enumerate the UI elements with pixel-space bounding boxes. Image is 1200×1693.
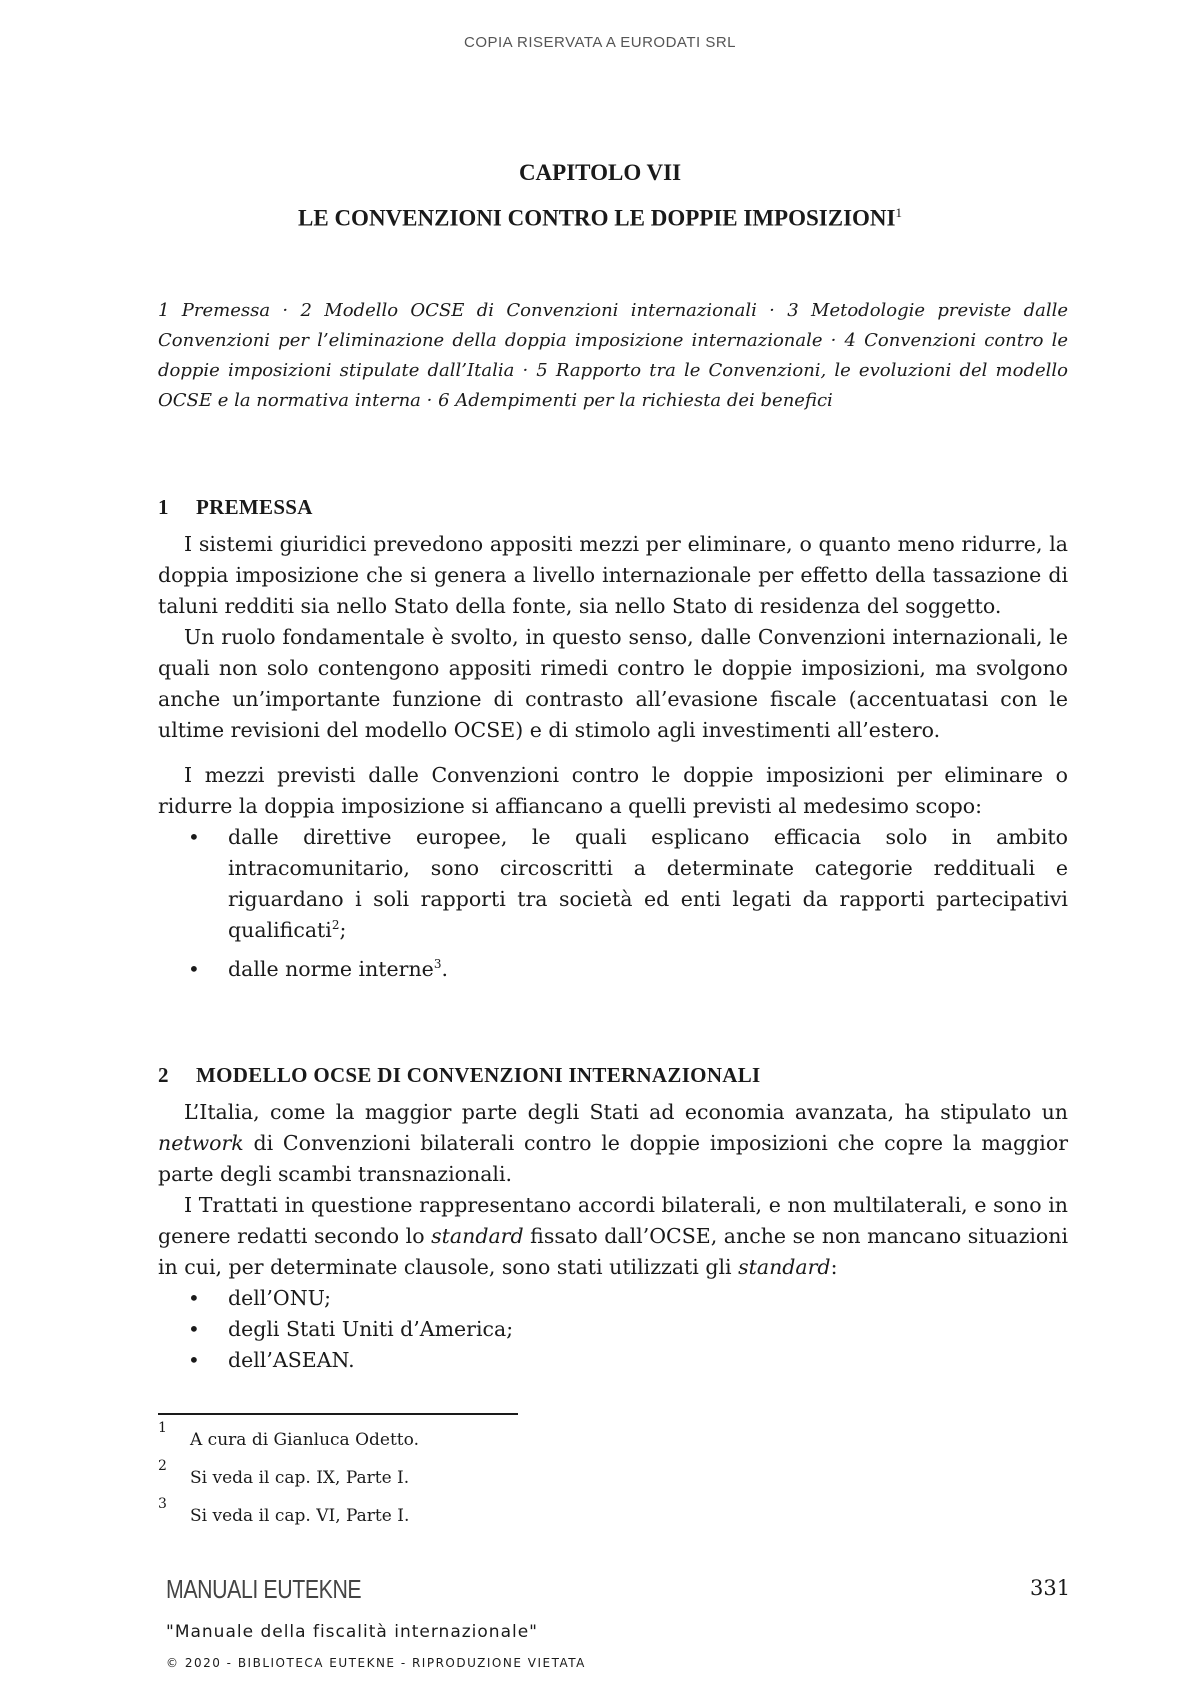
footnote-1 <box>158 1420 1068 1464</box>
bullet-icon: • <box>188 1348 200 1372</box>
text-run: : <box>830 1255 838 1279</box>
emphasis: standard <box>738 1255 831 1279</box>
page-number: 331 <box>1030 1576 1071 1600</box>
footnote-divider <box>158 1413 518 1415</box>
bullet-icon: • <box>188 957 200 981</box>
section-2-paragraph-2 <box>158 1190 1068 1283</box>
chapter-title-text: LE CONVENZIONI CONTRO LE DOPPIE IMPOSIZIONI <box>298 205 896 231</box>
text-run: I Trattati in questione rappresentano accordi bilaterali, e non multilaterali, e sono in genere redatti secondo lo <box>158 1193 1068 1248</box>
footnote-text: A cura di Gianluca Odetto. <box>190 1430 419 1450</box>
footnote-3 <box>158 1496 1068 1540</box>
chapter-title-footnote-ref[interactable]: 1 <box>895 205 902 220</box>
section-2 <box>158 1060 1068 1376</box>
footnote-text: Si veda il cap. IX, Parte I. <box>190 1468 410 1488</box>
footnote-text: Si veda il cap. VI, Parte I. <box>190 1506 410 1526</box>
footnote-2 <box>158 1458 1068 1502</box>
list-item <box>158 1283 1068 1314</box>
bullet-text: dell’ONU; <box>228 1286 332 1310</box>
bullet-punctuation: . <box>441 957 448 981</box>
footnote-ref-3[interactable]: 3 <box>433 957 442 972</box>
footnote-number: 3 <box>158 1496 167 1512</box>
section-1 <box>158 492 1068 985</box>
text-run: di Convenzioni bilaterali contro le doppie imposizioni che copre la maggior parte degli scambi transnazionali. <box>158 1131 1068 1186</box>
footnote-number: 2 <box>158 1458 167 1474</box>
section-2-number: 2 <box>158 1063 169 1087</box>
section-2-title: MODELLO OCSE DI CONVENZIONI INTERNAZIONALI <box>196 1063 761 1087</box>
bullet-text: dalle direttive europee, le quali esplicano efficacia solo in ambito intracomunitario, sono circoscritti a determinate categorie reddituali e riguardano i soli rapporti tra società ed enti legati da rapporti partecipativi qualificati <box>228 825 1068 942</box>
emphasis: standard <box>431 1224 524 1248</box>
section-1-heading <box>158 492 1068 523</box>
manual-title: "Manuale della fiscalità internazionale" <box>166 1622 538 1642</box>
footnotes <box>158 1420 1068 1540</box>
list-item <box>158 1345 1068 1376</box>
publisher-logo: MANUALI EUTEKNE <box>166 1574 362 1604</box>
section-1-title: PREMESSA <box>196 495 313 519</box>
bullet-icon: • <box>188 1286 200 1310</box>
list-item <box>158 822 1068 946</box>
text-run: L’Italia, come la maggior parte degli Stati ad economia avanzata, ha stipulato un <box>184 1100 1068 1124</box>
chapter-contents-summary: 1 Premessa · 2 Modello OCSE di Convenzioni internazionali · 3 Metodologie previste dalle Convenzioni per l’eliminazione della doppia imposizione internazionale · 4 Convenzioni contro le doppie imposizioni stipulate dall’Italia · 5 Rapporto tra le Convenzioni, le evoluzioni del modello OCSE e la normativa interna · 6 Adempimenti per la richiesta dei benefici <box>158 300 1068 411</box>
bullet-text: dalle norme interne <box>228 957 434 981</box>
chapter-title <box>0 205 1200 232</box>
text-run: fissato dall’OCSE, anche se non mancano situazioni in cui, per determinate clausole, sono stati utilizzati gli <box>158 1224 1069 1279</box>
chapter-number: CAPITOLO VII <box>518 160 682 185</box>
section-1-paragraph-1: I sistemi giuridici prevedono appositi mezzi per eliminare, o quanto meno ridurre, la doppia imposizione che si genera a livello internazionale per effetto della tassazione di taluni redditi sia nello Stato della fonte, sia nello Stato di residenza del soggetto. <box>158 532 1068 618</box>
list-item <box>158 1314 1068 1345</box>
bullet-icon: • <box>188 1317 200 1341</box>
watermark: COPIA RISERVATA A EURODATI SRL <box>463 34 737 51</box>
list-item <box>158 954 1068 985</box>
bullet-punctuation: ; <box>339 918 347 942</box>
bullet-text: dell’ASEAN. <box>228 1348 355 1372</box>
section-1-paragraph-3: I mezzi previsti dalle Convenzioni contro le doppie imposizioni per eliminare o ridurre la doppia imposizione si affiancano a quelli previsti al medesimo scopo: <box>158 763 1068 818</box>
section-1-paragraph-2: Un ruolo fondamentale è svolto, in questo senso, dalle Convenzioni internazionali, le quali non solo contengono appositi rimedi contro le doppie imposizioni, ma svolgono anche un’importante funzione di contrasto all’evasione fiscale (accentuatasi con le ultime revisioni del modello OCSE) e di stimolo agli investimenti all’estero. <box>158 625 1068 742</box>
section-2-bullet-list <box>158 1283 1068 1376</box>
section-2-heading <box>158 1060 1068 1091</box>
emphasis: network <box>158 1131 244 1155</box>
section-2-paragraph-1 <box>158 1097 1068 1190</box>
section-1-bullet-list <box>158 822 1068 985</box>
copyright-notice: © 2020 - BIBLIOTECA EUTEKNE - RIPRODUZIONE VIETATA <box>166 1656 586 1670</box>
section-1-number: 1 <box>158 495 169 519</box>
bullet-text: degli Stati Uniti d’America; <box>228 1317 514 1341</box>
footnote-ref-2[interactable]: 2 <box>331 918 340 933</box>
footnote-number: 1 <box>158 1420 167 1436</box>
bullet-icon: • <box>188 825 200 849</box>
